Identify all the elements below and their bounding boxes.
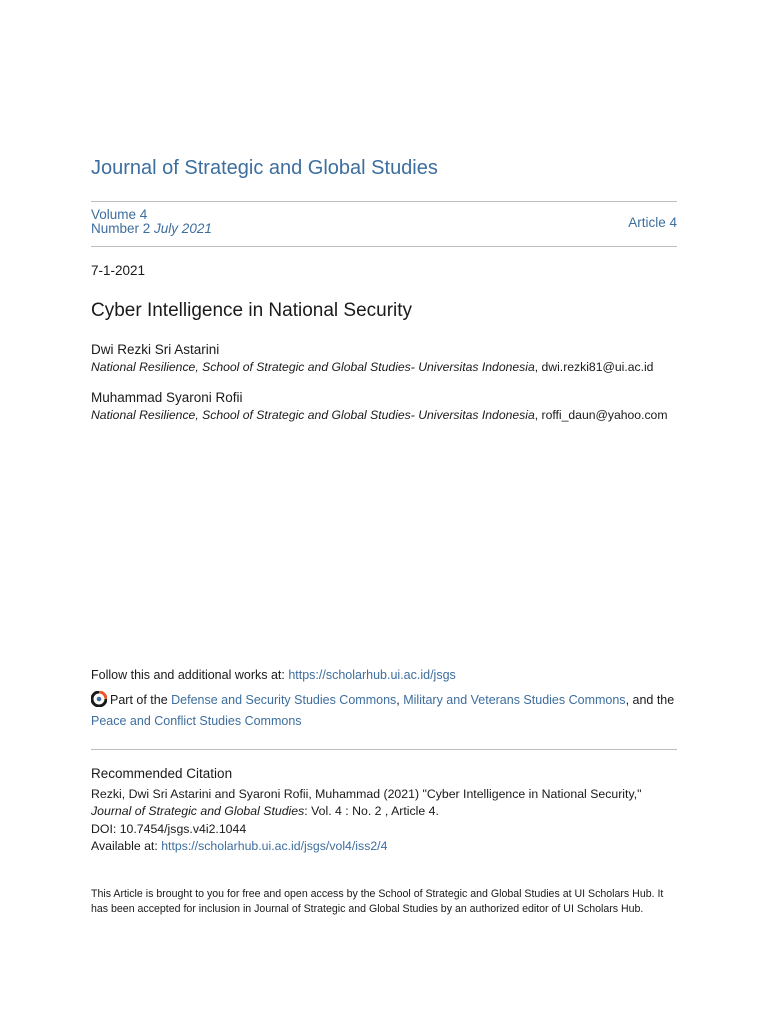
part-of-prefix: Part of the: [110, 693, 172, 707]
citation-authors: Rezki, Dwi Sri Astarini and Syaroni Rofii, Muhammad (2021) "Cyber Intelligence in National Security,": [91, 787, 642, 801]
article-title: Cyber Intelligence in National Security: [91, 300, 413, 321]
author-email: dwi.rezki81@ui.ac.id: [541, 360, 654, 374]
top-divider: [91, 201, 677, 202]
volume-link[interactable]: Volume 4: [91, 207, 148, 222]
commons-link-peace[interactable]: Peace and Conflict Studies Commons: [91, 713, 302, 728]
follow-label: Follow this and additional works at:: [91, 668, 289, 682]
publication-date: 7-1-2021: [91, 263, 146, 278]
journal-title-link[interactable]: Journal of Strategic and Global Studies: [91, 157, 438, 179]
citation-journal: Journal of Strategic and Global Studies: [91, 804, 305, 819]
citation-heading: Recommended Citation: [91, 766, 233, 781]
follow-link[interactable]: https://scholarhub.ui.ac.id/jsgs: [288, 668, 456, 682]
citation-available: [91, 838, 641, 855]
affiliation-text: National Resilience, School of Strategic and Global Studies- Universitas Indonesia: [91, 408, 535, 422]
separator: ,: [396, 693, 404, 707]
citation-divider: [91, 749, 677, 750]
author-affiliation: National Resilience, School of Strategic and Global Studies- Universitas Indonesia, dwi.rezki81@ui.ac.id: [91, 360, 654, 374]
access-note: This Article is brought to you for free and open access by the School of Strategic and Global Studies at UI Scholars Hub. It has been accepted for inclusion in Journal of Strategic and Global Studies by an authorized editor of UI Scholars Hub.: [91, 888, 664, 915]
commons-link-defense[interactable]: Defense and Security Studies Commons: [171, 693, 397, 707]
follow-line: [91, 668, 456, 682]
issue-date-link[interactable]: July 2021: [154, 221, 212, 236]
issue-info: [91, 208, 212, 236]
issue-divider: [91, 246, 677, 247]
available-link[interactable]: https://scholarhub.ui.ac.id/jsgs/vol4/iss2/4: [161, 838, 388, 853]
author-affiliation: National Resilience, School of Strategic and Global Studies- Universitas Indonesia, roffi_daun@yahoo.com: [91, 408, 668, 422]
author-email: roffi_daun@yahoo.com: [541, 408, 668, 422]
network-commons-icon: [91, 691, 107, 707]
citation-volume: : Vol. 4 : No. 2 , Article 4.: [304, 804, 439, 819]
affiliation-text: National Resilience, School of Strategic and Global Studies- Universitas Indonesia: [91, 360, 535, 374]
article-number-link[interactable]: Article 4: [628, 215, 677, 230]
citation-body: [91, 786, 641, 855]
available-label: Available at:: [91, 838, 162, 853]
citation-journal-line: [91, 803, 641, 820]
author-name: Dwi Rezki Sri Astarini: [91, 342, 220, 357]
separator: , and the: [625, 693, 675, 707]
commons-link-military[interactable]: Military and Veterans Studies Commons: [403, 693, 626, 707]
citation-doi: DOI: 10.7454/jsgs.v4i2.1044: [91, 821, 247, 836]
part-of-commons: [91, 690, 691, 731]
number-link[interactable]: Number 2: [91, 221, 151, 236]
author-name: Muhammad Syaroni Rofii: [91, 390, 243, 405]
